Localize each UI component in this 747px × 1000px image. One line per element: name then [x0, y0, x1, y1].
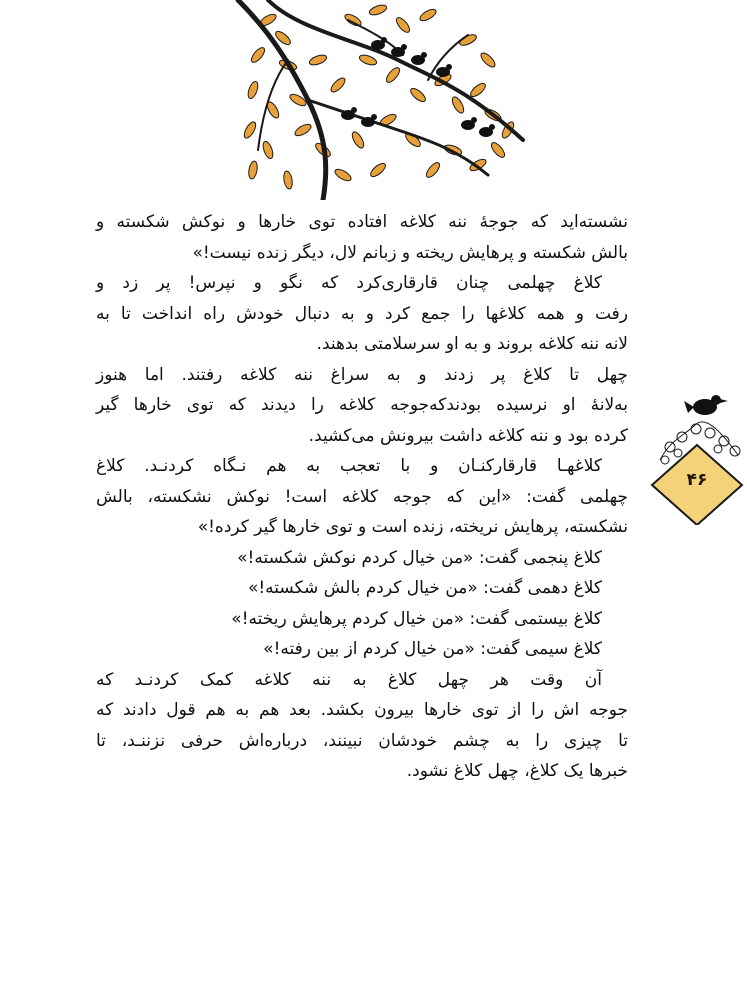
dialogue-line: کلاغ بیستمی گفت: «من خیال کردم پرهایش ریخته!»	[231, 608, 602, 629]
text-line: به‌لانهٔ او نرسیده بودندکه‌جوجه کلاغه را دیدند که توی خارها گیر	[96, 395, 628, 415]
text-line: جوجه اش را از توی خارها بیرون بکشد. بعد هم به هم قول دادند که	[96, 700, 628, 720]
paragraph-3	[96, 360, 628, 452]
text-line: چهلمی گفت: «این که جوجه کلاغه است! نوکش نشکسته، بالش	[96, 486, 628, 507]
text-line: تا چیزی را به چشم خودشان نبینند، درباره‌اش حرفی نزننـد، تا	[96, 730, 628, 751]
text-line: رفت و همه کلاغها را جمع کرد و به دنبال خودش راه انداخت تا به	[96, 303, 628, 324]
text-line: کرده بود و ننه کلاغه داشت بیرونش می‌کشید.	[308, 425, 628, 446]
text-line: نشکسته، پرهایش نریخته، زنده است و توی خارها گیر کرده!»	[197, 517, 628, 537]
page-number: ۴۶	[686, 470, 708, 490]
dialogue-list	[96, 543, 628, 665]
dialogue-line: کلاغ سیمی گفت: «من خیال کردم از بین رفته!»	[263, 639, 602, 659]
text-line: چهل تا کلاغ پر زدند و به سراغ ننه کلاغه رفتند. اما هنوز	[96, 364, 628, 385]
text-line: بالش شکسته و پرهایش ریخته و زبانم لال، دیگر زنده نیست!»	[192, 242, 628, 263]
paragraph-1	[96, 207, 628, 268]
dialogue-line: کلاغ پنجمی گفت: «من خیال کردم نوکش شکسته!»	[237, 547, 602, 568]
final-paragraph	[96, 665, 628, 787]
text-line: خبرها یک کلاغ، چهل کلاغ نشود.	[406, 761, 628, 781]
paragraph-2	[96, 268, 628, 360]
story-text	[96, 207, 628, 787]
dialogue-line: کلاغ دهمی گفت: «من خیال کردم بالش شکسته!»	[247, 578, 602, 598]
crow-flowers-badge-icon	[650, 385, 745, 525]
text-line: لانه ننه کلاغه بروند و به او سرسلامتی بدهند.	[316, 334, 628, 354]
paragraph-4	[96, 451, 628, 543]
text-line: نشسته‌اید که جوجهٔ ننه کلاغه افتاده توی خارها و نوکش شکسته و	[96, 212, 628, 232]
text-line: کلاغ چهلمی چنان قارقاری‌کرد که نگو و نپرس! پر زد و	[96, 273, 602, 293]
text-line: کلاغهـا قارقارکنـان و با تعجب به هم نـگاه کردنـد. کلاغ	[96, 456, 602, 476]
text-line: آن وقت هر چهل کلاغ به ننه کلاغه کمک کردنـد که	[96, 669, 602, 690]
tree-branch-crows-illustration	[228, 0, 528, 200]
